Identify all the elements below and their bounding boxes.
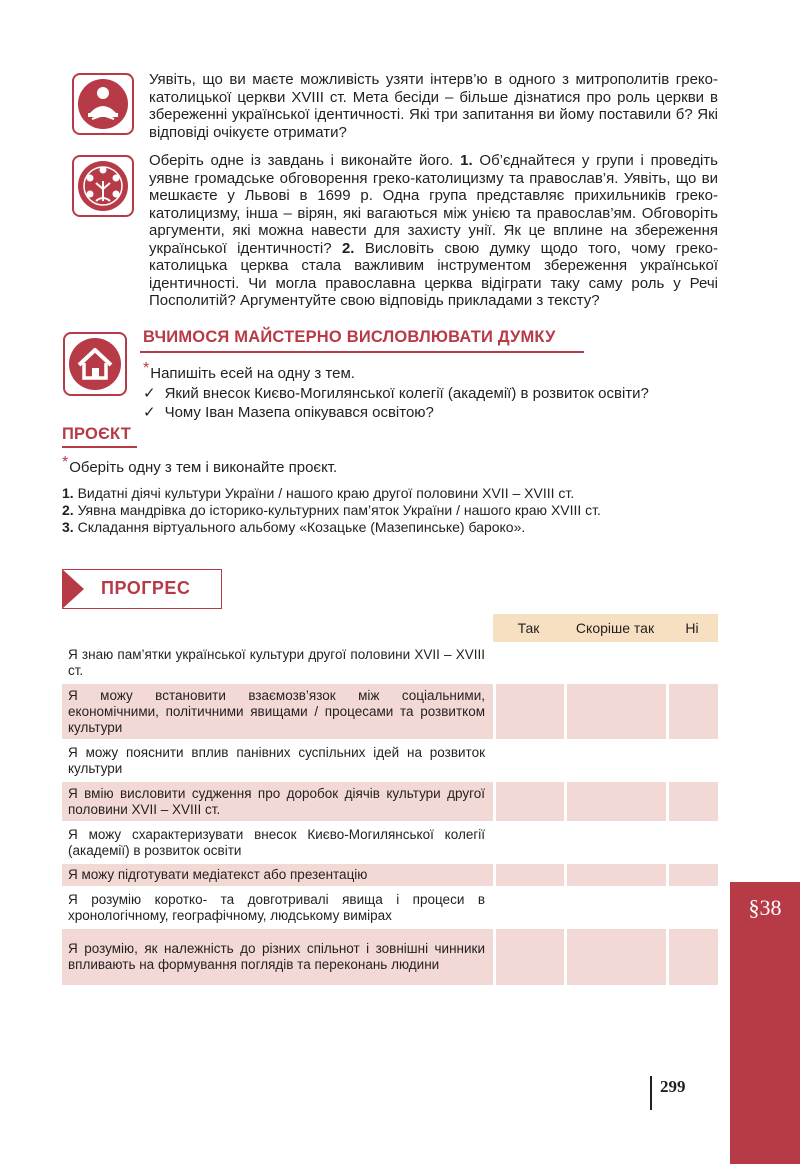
task-number-1: 1. — [460, 152, 473, 169]
task-number-2: 2. — [341, 239, 355, 257]
row-statement: Я можу пояснити вплив панівних суспільних ідей на розвиток культури — [68, 744, 485, 776]
essay-topic-text: Який внесок Києво-Могилянської колегії (академії) в розвиток освіти? — [164, 385, 649, 402]
cell-yes[interactable] — [493, 929, 564, 985]
cell-no[interactable] — [666, 684, 718, 739]
cell-rather-yes[interactable] — [564, 823, 666, 862]
essay-topic-2 — [143, 403, 434, 422]
row-statement: Я можу встановити взаємозв’язок між соціальними, економічними, політичними явищами / процесами та розвитком культури — [62, 684, 493, 739]
table-row — [62, 888, 718, 927]
column-header-no: Ні — [666, 614, 718, 642]
progress-banner — [62, 569, 222, 609]
cell-no[interactable] — [666, 644, 718, 682]
choose-task-2: Висловіть свою думку щодо того, чому греко-католицька церква стала важливим інструментом збереження української ідентичності. Чи могла православна церква відіграти таку саму роль у Речі Посполитій? Аргументуйте свою відповідь прикладами з тексту? — [149, 239, 719, 309]
project-item-number: 2. — [62, 502, 74, 518]
cell-rather-yes[interactable] — [564, 644, 666, 682]
home-icon — [63, 332, 127, 396]
star-icon: * — [62, 454, 69, 471]
project-item-number: 1. — [62, 485, 74, 501]
row-statement: Я можу підготувати медіатекст або презентацію — [62, 864, 493, 886]
page-number: 299 — [660, 1077, 686, 1096]
cell-no[interactable] — [666, 741, 718, 780]
row-statement: Я вмію висловити судження про доробок діячів культури другої половини XVII – XVIII ст. — [62, 782, 493, 821]
project-item-number: 3. — [62, 519, 74, 535]
table-row — [62, 684, 718, 739]
essay-topic-text: Чому Іван Мазепа опікувався освітою? — [164, 404, 434, 421]
interview-task-text: Уявіть, що ви маєте можливість узяти інтерв’ю в одного з митрополитів греко-католицької церкви XVIII ст. Мета бесіди – більше дізнатися про роль церкви в збереженні української ідентичності. Які три запитання ви йому поставили б? Які відповіді очікуєте отримати? — [149, 71, 718, 141]
star-icon: * — [143, 360, 150, 377]
cell-rather-yes[interactable] — [564, 782, 666, 821]
cell-no[interactable] — [666, 823, 718, 862]
project-item-1 — [62, 485, 574, 502]
table-row — [62, 782, 718, 821]
cell-no[interactable] — [666, 888, 718, 927]
check-icon: ✓ — [143, 385, 156, 402]
progress-table — [62, 612, 718, 987]
group-work-icon — [72, 155, 134, 217]
table-row — [62, 741, 718, 780]
project-item-3 — [62, 519, 525, 536]
row-statement: Я розумію, як належність до різних спільнот і зовнішні чинники впливають на формування поглядів та переконань людини — [62, 929, 493, 985]
project-intro-text: Оберіть одну з тем і виконайте проєкт. — [69, 459, 338, 476]
cell-no[interactable] — [666, 782, 718, 821]
project-item-text: Складання віртуального альбому «Козацьке (Мазепинське) бароко». — [77, 519, 526, 535]
cell-rather-yes[interactable] — [564, 741, 666, 780]
essay-topic-1 — [143, 384, 649, 403]
cell-yes[interactable] — [493, 684, 564, 739]
cell-rather-yes[interactable] — [564, 684, 666, 739]
table-row — [62, 864, 718, 886]
row-statement: Я можу схарактеризувати внесок Києво-Могилянської колегії (академії) в розвиток освіти — [68, 826, 485, 858]
cell-no[interactable] — [666, 864, 718, 886]
essay-heading-underline — [140, 351, 584, 353]
project-intro — [62, 454, 338, 477]
cell-no[interactable] — [666, 929, 718, 985]
cell-yes[interactable] — [493, 864, 564, 886]
choose-task-1: Об’єднайтеся у групи і проведіть уявне громадське обговорення греко-католицизму та православ’я. Уявіть, що ви мешкаєте у Львові в 1699 р. Одна група представляє прихильників греко-католицизму, інша – вірян, які вагаються між унією та православ’ям. Обговоріть аргументи, які можна навести для захисту унії. Як це вплине на збереження української ідентичності? — [149, 152, 718, 257]
section-label: §38 — [748, 895, 782, 920]
cell-yes[interactable] — [493, 782, 564, 821]
table-corner — [62, 614, 493, 642]
row-statement: Я знаю пам’ятки української культури другої половини XVII – XVIII ст. — [68, 647, 485, 678]
column-header-rather-yes: Скоріше так — [564, 614, 666, 642]
progress-heading: ПРОГРЕС — [101, 578, 191, 598]
project-heading: ПРОЄКТ — [62, 425, 131, 443]
section-sidebar-tab — [730, 882, 800, 1164]
choose-intro: Оберіть одне із завдань і виконайте його. — [149, 152, 454, 169]
table-row — [62, 823, 718, 862]
cell-rather-yes[interactable] — [564, 929, 666, 985]
project-item-text: Уявна мандрівка до історико-культурних пам’яток України / нашого краю XVIII ст. — [77, 502, 601, 518]
essay-intro-text: Напишіть есей на одну з тем. — [150, 365, 355, 382]
cell-yes[interactable] — [493, 644, 564, 682]
group-task-text — [149, 152, 718, 310]
cell-yes[interactable] — [493, 823, 564, 862]
interview-icon — [72, 73, 134, 135]
project-heading-underline — [62, 446, 137, 448]
check-icon: ✓ — [143, 404, 156, 421]
page-number-divider — [650, 1076, 652, 1110]
play-arrow-icon — [62, 569, 86, 609]
row-statement: Я розумію коротко- та довготривалі явища і процеси в хронологічному, географічному, людському вимірах — [68, 891, 485, 923]
project-item-2 — [62, 502, 601, 519]
column-header-yes: Так — [493, 614, 564, 642]
table-row — [62, 644, 718, 682]
table-row — [62, 929, 718, 985]
essay-heading: ВЧИМОСЯ МАЙСТЕРНО ВИСЛОВЛЮВАТИ ДУМКУ — [143, 328, 556, 346]
cell-yes[interactable] — [493, 741, 564, 780]
cell-yes[interactable] — [493, 888, 564, 927]
project-item-text: Видатні діячі культури України / нашого краю другої половини XVII – XVIII ст. — [77, 485, 575, 501]
cell-rather-yes[interactable] — [564, 864, 666, 886]
essay-intro — [143, 360, 355, 383]
cell-rather-yes[interactable] — [564, 888, 666, 927]
